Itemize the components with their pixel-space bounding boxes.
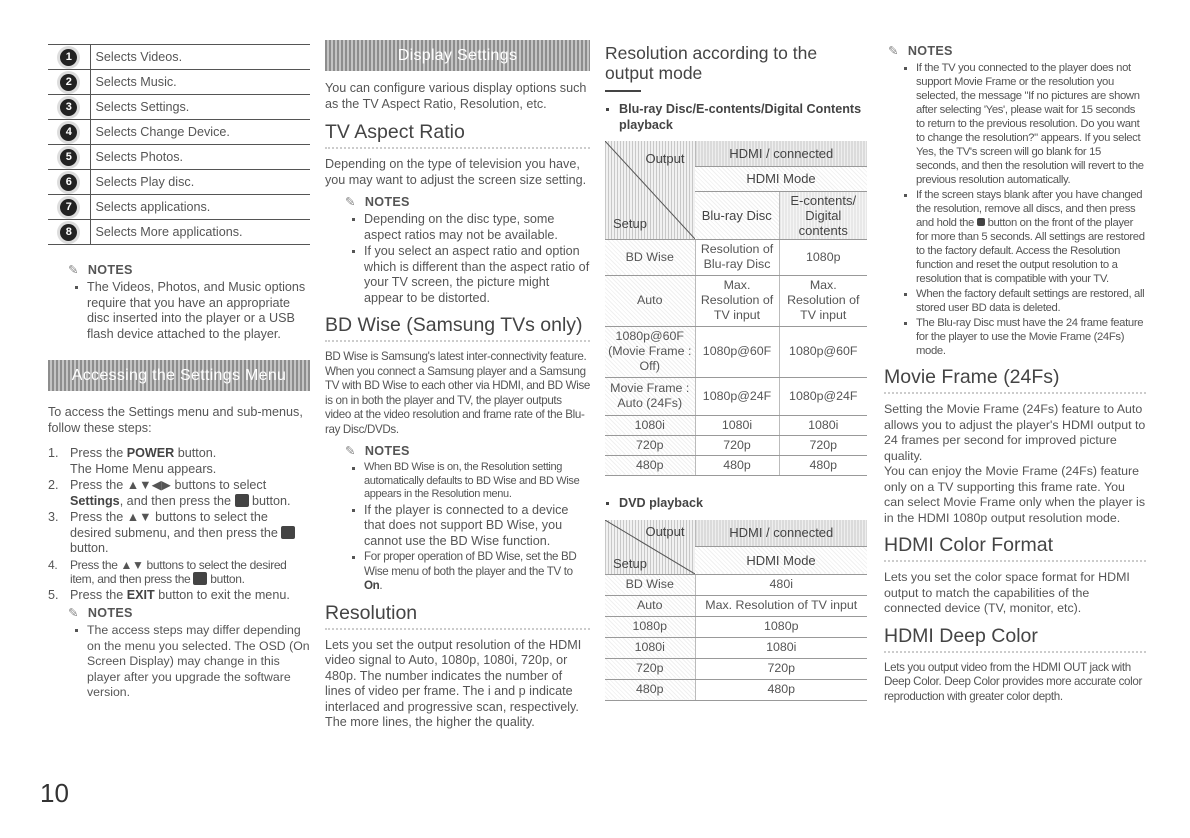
table-cell: 1080i [605,415,695,435]
notes-heading: NOTES [907,44,953,58]
bdwise-p1: BD Wise is Samsung's latest inter-connectivity feature. [325,350,587,363]
table-cell: 1080p@24F [695,377,779,415]
table-row [605,275,867,326]
table-row [605,595,867,616]
bluray-column-header: Blu-ray Disc [695,191,779,239]
heading-resolution-output-mode: Resolution according to the output mode [605,43,818,83]
table-row [605,616,867,637]
number-badge-icon: 2 [60,74,77,91]
table-cell: 720p [695,435,779,455]
pencil-icon: ✎ [345,195,356,209]
heading-bd-wise: BD Wise (Samsung TVs only) [325,314,590,342]
pencil-icon: ✎ [68,263,79,277]
table-cell: 1080i [779,415,867,435]
note-item: The access steps may differ depending on the menu you selected. The OSD (On Screen Display) may change in this player after you upgrade the software version. [75,623,310,701]
table-cell: Movie Frame : Auto (24Fs) [605,377,695,415]
table-row [605,574,867,595]
notes-heading: NOTES [364,195,410,209]
icon-table-row [48,120,310,145]
number-badge-icon: 8 [60,224,77,241]
column-3 [605,43,867,701]
settings-intro: To access the Settings menu and sub-menus, follow these steps: [48,405,303,435]
table-cell: 480p [605,679,695,700]
table-cell: 480p [695,679,867,700]
icon-table-label: Selects Settings. [90,95,310,120]
note-item: For proper operation of BD Wise, set the BD Wise menu of both the player and the TV to On. [352,550,590,594]
table-corner-cell: Output Setup [605,520,695,574]
notes-block [48,262,310,342]
notes-heading: NOTES [364,444,410,458]
table-cell: 1080p@24F [779,377,867,415]
table-cell: 1080i [605,637,695,658]
home-icon-table [48,44,310,245]
icon-table-label: Selects Videos. [90,45,310,70]
icon-table-label: Selects applications. [90,195,310,220]
table-row [605,377,867,415]
number-badge-icon: 6 [60,174,77,191]
table-cell: BD Wise [605,239,695,275]
hdmi-mode-header: HDMI Mode [695,546,867,574]
icon-table-label: Selects Music. [90,70,310,95]
table-cell: 480p [695,455,779,475]
pencil-icon: ✎ [345,444,356,458]
enter-button-icon [235,494,249,507]
table-cell: 1080p [695,616,867,637]
notes-heading: NOTES [87,263,133,277]
table-cell: 720p [605,658,695,679]
icon-table-row [48,95,310,120]
table-cell: 480i [695,574,867,595]
econtents-column-header: E-contents/ Digital contents [779,191,867,239]
display-intro: You can configure various display options such as the TV Aspect Ratio, Resolution, etc. [325,81,587,111]
heading-hdmi-color-format: HDMI Color Format [884,534,1146,562]
table-cell: BD Wise [605,574,695,595]
table-cell: Auto [605,595,695,616]
table-row [605,455,867,475]
table-cell: Max. Resolution of TV input [695,275,779,326]
table-cell: Resolution of Blu-ray Disc [695,239,779,275]
note-item: When BD Wise is on, the Resolution setting automatically defaults to BD Wise and BD Wise appears in the Resolution menu. [352,461,590,502]
bluray-playback-heading: Blu-ray Disc/E-contents/Digital Contents playback [605,102,867,133]
settings-steps [48,446,310,603]
section-banner-display-settings: Display Settings [325,40,590,71]
note-item: The Blu-ray Disc must have the 24 frame feature for the player to use the Movie Frame (24Fs) mode. [904,316,1146,358]
table-row [605,435,867,455]
table-cell: 1080p [605,616,695,637]
section-banner-settings-menu: Accessing the Settings Menu [48,360,310,391]
table-cell: 1080p@60F [779,326,867,377]
step-item: 2. Press the ▲▼◀▶ buttons to select Settings, and then press the button. [48,478,291,508]
step-item: 4. Press the ▲▼ buttons to select the desired item, and then press the button. [48,557,287,586]
table-cell: 480p [779,455,867,475]
note-item: If the screen stays blank after you have changed the resolution, remove all discs, and then press and hold the button on the front of the player for more than 5 seconds. All settings are restored to the factory default. Access the Resolution function and reset the output resolution to a resolution that is compatible with your TV. [904,188,1146,286]
column-4 [884,43,1146,704]
column-2 [325,40,590,731]
notes-heading: NOTES [87,606,133,620]
table-row [605,415,867,435]
step-item: 3. Press the ▲▼ buttons to select the desired submenu, and then press the button. [48,510,310,557]
icon-table-row [48,145,310,170]
table-cell: 1080p@60F (Movie Frame : Off) [605,326,695,377]
table-cell: Max. Resolution of TV input [779,275,867,326]
note-item: If you select an aspect ratio and option which is different than the aspect ratio of your TV screen, the picture might appear to be distorted. [352,244,590,306]
hdmi-deep-color-body: Lets you output video from the HDMI OUT jack with Deep Color. Deep Color provides more accurate color reproduction with greater color depth. [884,660,1142,703]
table-row [605,658,867,679]
table-cell: Max. Resolution of TV input [695,595,867,616]
bdwise-p2: When you connect a Samsung player and a Samsung TV with BD Wise to each other via HDMI, and BD Wise is on in both the player and TV, the player outputs video at the video resolution and frame rate of the Blu-ray Disc/DVDs. [325,364,590,436]
hdmi-color-format-body: Lets you set the color space format for HDMI output to match the capabilities of the connected device (TV, monitor, etc). [884,570,1130,615]
table-row [605,637,867,658]
icon-table-row [48,220,310,245]
heading-resolution: Resolution [325,602,590,630]
pencil-icon: ✎ [888,44,899,58]
enter-button-icon [281,526,295,539]
aspect-body: Depending on the type of television you have, you may want to adjust the screen size setting. [325,157,587,187]
table-cell: Auto [605,275,695,326]
enter-button-icon [193,572,207,585]
number-badge-icon: 1 [60,49,77,66]
column-1 [48,0,310,702]
table-cell: 1080p@60F [695,326,779,377]
icon-table-row [48,170,310,195]
table-cell: 720p [779,435,867,455]
icon-table-label: Selects Change Device. [90,120,310,145]
icon-table-label: Selects Photos. [90,145,310,170]
dvd-resolution-table [605,520,867,701]
bluray-resolution-table [605,141,867,476]
step-item: 5. Press the EXIT button to exit the menu. [48,587,290,602]
movie-frame-p2: You can enjoy the Movie Frame (24Fs) feature only on a TV supporting this frame rate. You can select Movie Frame only when the player is in the HDMI 1080p output resolution mode. [884,464,1146,525]
note-item: When the factory default settings are restored, all stored user BD data is deleted. [904,287,1146,315]
note-item: The Videos, Photos, and Music options require that you have an appropriate disc inserted into the player or a USB flash device attached to the player. [75,280,310,342]
step-item: 1. Press the POWER button. The Home Menu appears. [48,446,217,476]
note-item: Depending on the disc type, some aspect ratios may not be available. [352,212,590,243]
heading-movie-frame: Movie Frame (24Fs) [884,366,1146,394]
table-row [605,326,867,377]
icon-table-row [48,195,310,220]
note-item: If the player is connected to a device that does not support BD Wise, you cannot use the BD Wise function. [352,503,590,550]
dvd-playback-heading: DVD playback [605,496,867,512]
number-badge-icon: 7 [60,199,77,216]
heading-tv-aspect-ratio: TV Aspect Ratio [325,121,590,149]
icon-table-row [48,70,310,95]
icon-table-row [48,45,310,70]
hdmi-connected-header: HDMI / connected [695,141,867,166]
table-corner-cell: Output Setup [605,141,695,239]
movie-frame-p1: Setting the Movie Frame (24Fs) feature to Auto allows you to adjust the player's HDMI output to 24 frames per second for improved picture quality. [884,402,1146,463]
hdmi-mode-header: HDMI Mode [695,166,867,191]
number-badge-icon: 3 [60,99,77,116]
table-cell: 480p [605,455,695,475]
icon-table-label: Selects Play disc. [90,170,310,195]
resolution-body: Lets you set the output resolution of the HDMI video signal to Auto, 1080p, 1080i, 720p, or 480p. The number indicates the number of lines of video per frame. The i and p indicate interlaced and progressive scan, respectively. The more lines, the higher the quality. [325,637,582,729]
table-cell: 720p [605,435,695,455]
icon-table-label: Selects More applications. [90,220,310,245]
stop-button-icon [977,218,985,226]
number-badge-icon: 4 [60,124,77,141]
number-badge-icon: 5 [60,149,77,166]
page-number: 10 [40,778,69,808]
table-cell: 1080i [695,415,779,435]
table-cell: 1080p [779,239,867,275]
table-row [605,239,867,275]
table-cell: 720p [695,658,867,679]
heading-hdmi-deep-color: HDMI Deep Color [884,625,1146,653]
table-row [605,679,867,700]
table-cell: 1080i [695,637,867,658]
pencil-icon: ✎ [68,606,79,620]
note-item: If the TV you connected to the player does not support Movie Frame or the resolution you selected, the message "If no pictures are shown after selecting 'Yes', please wait for 15 seconds to return to the previous resolution. Do you want to change the resolution?" appears. If you select Yes, the TV's screen will go blank for 15 seconds, and then the resolution will revert to the previous resolution automatically. [904,61,1146,187]
hdmi-connected-header: HDMI / connected [695,520,867,546]
